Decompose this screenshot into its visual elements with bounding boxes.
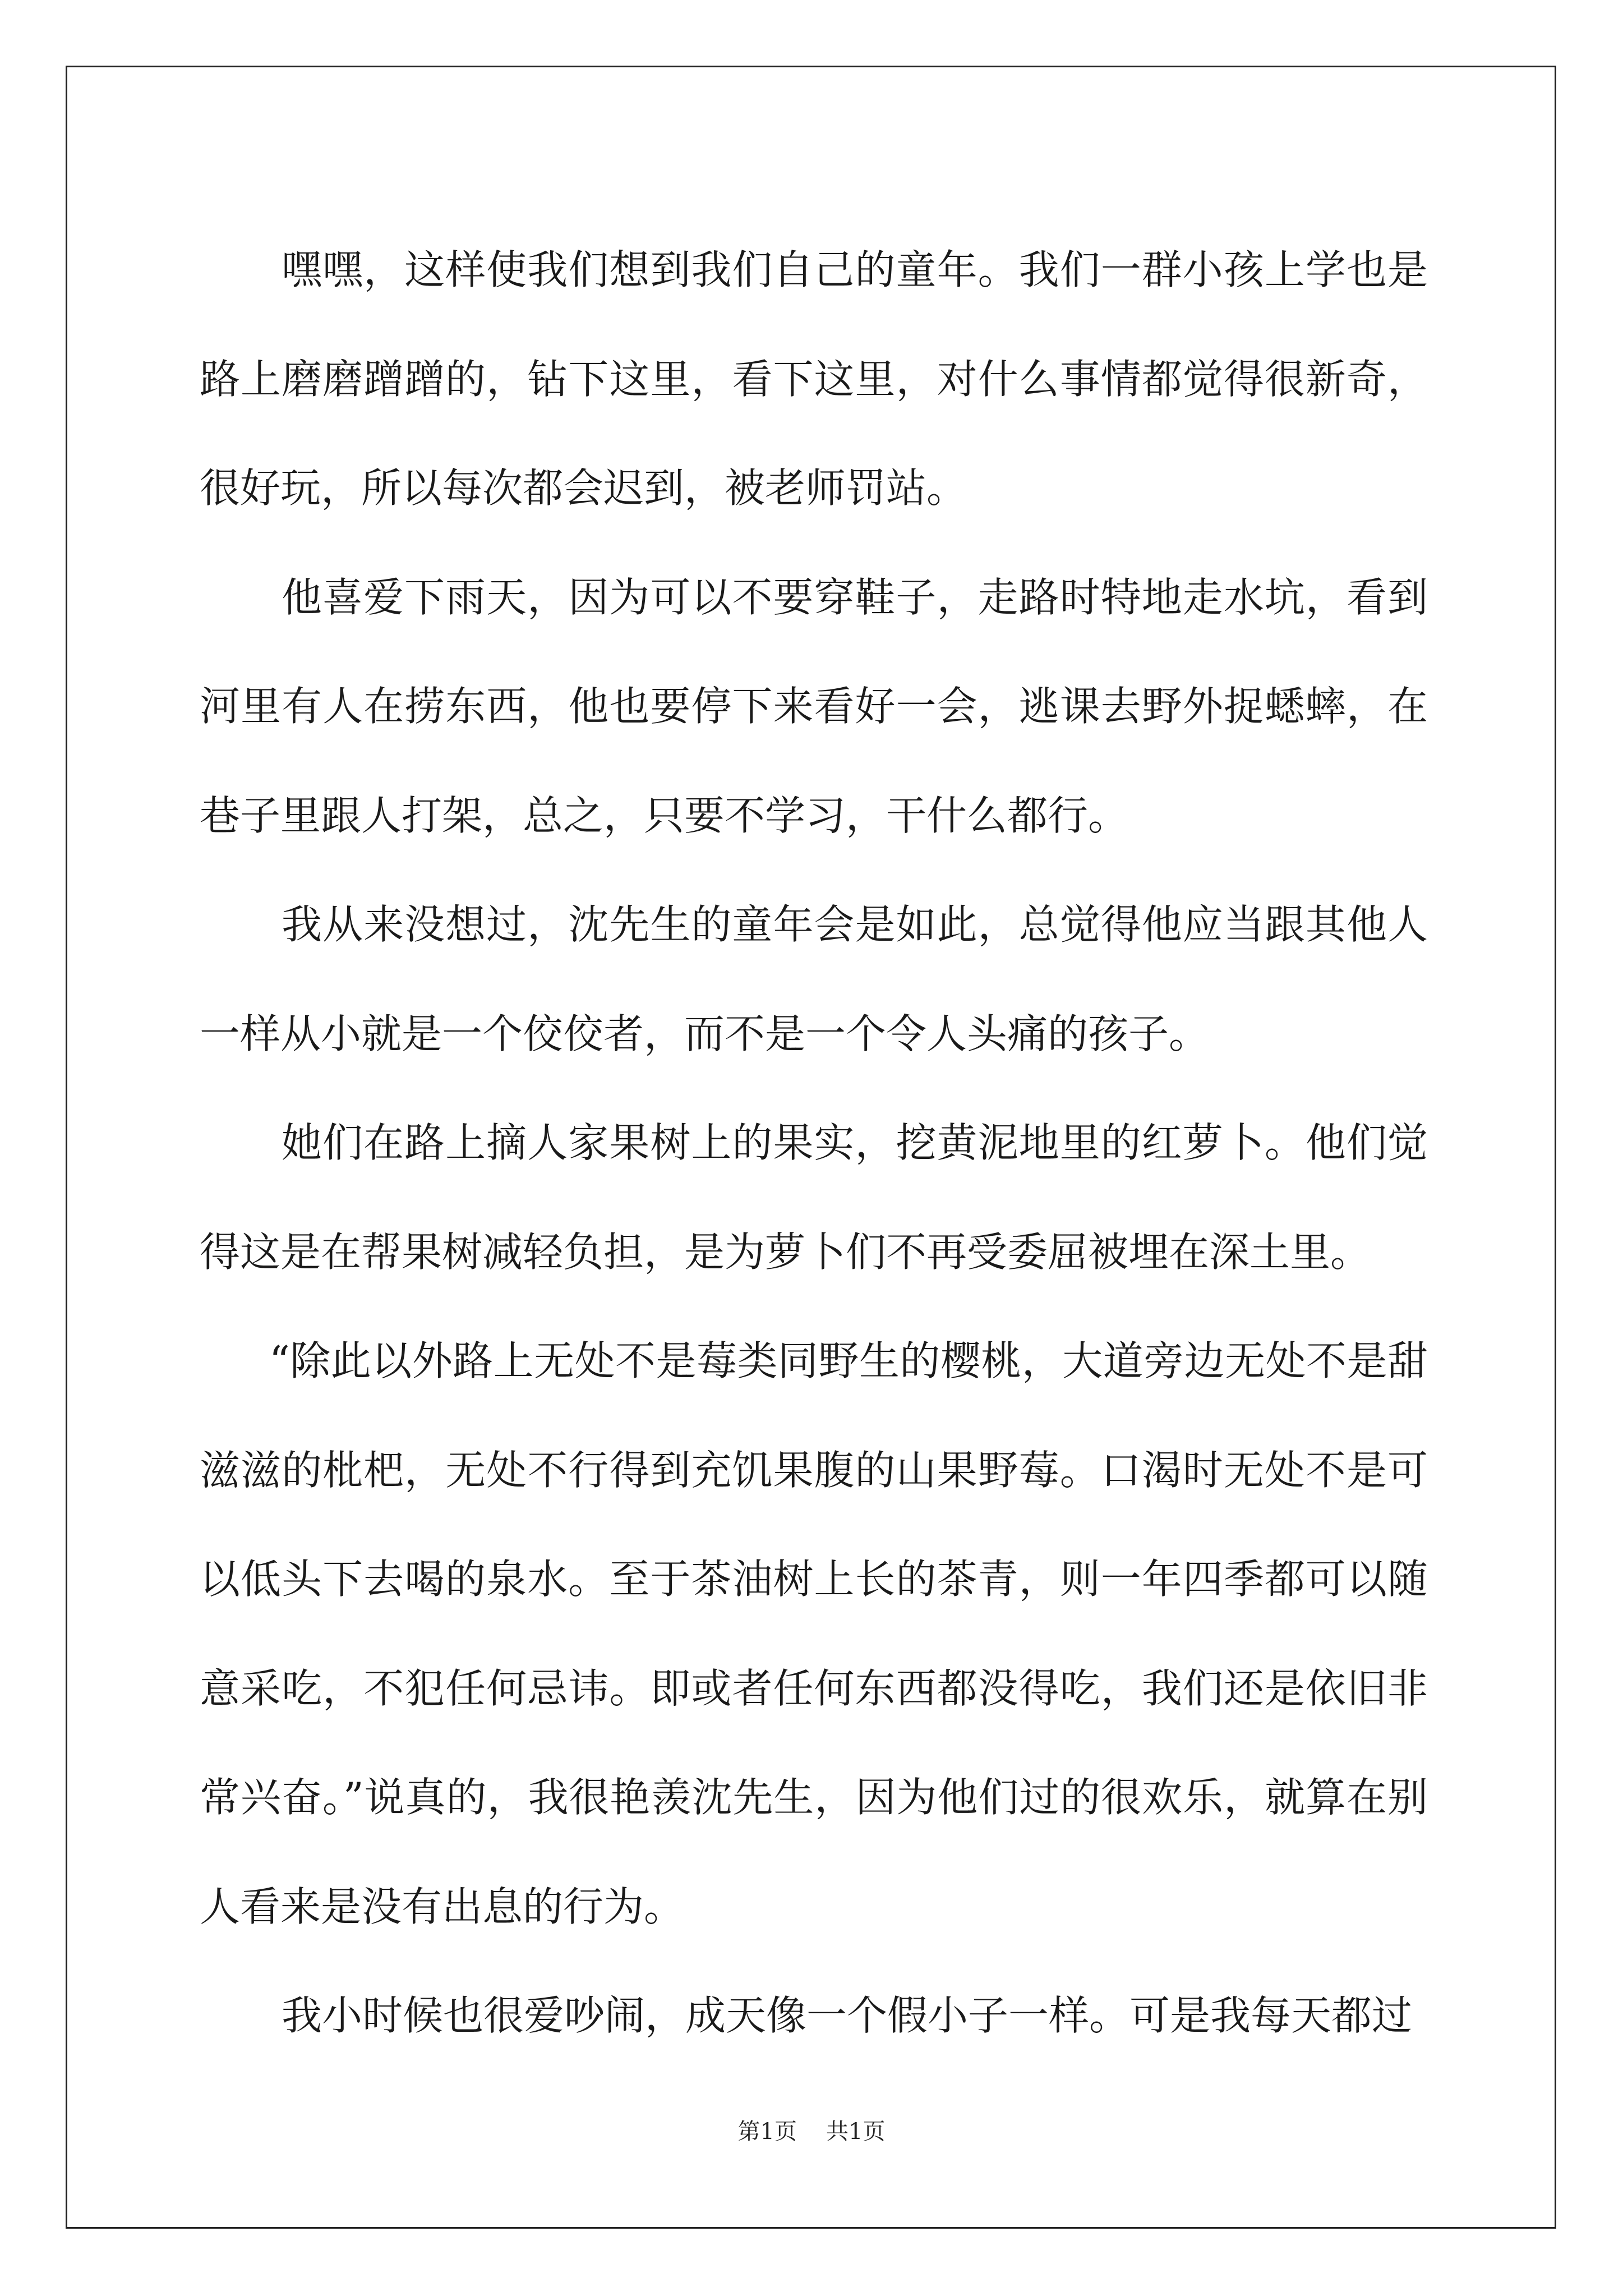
- page-footer: [0, 2117, 1623, 2146]
- document-body: [200, 215, 1428, 2070]
- paragraph-1: 嘿嘿，这样使我们想到我们自己的童年。我们一群小孩上学也是路上磨磨蹭蹭的，钻下这里，看下这里，对什么事情都觉得很新奇，很好玩，所以每次都会迟到，被老师罚站。: [200, 246, 1428, 512]
- paragraph-5: “除此以外路上无处不是莓类同野生的樱桃，大道旁边无处不是甜滋滋的枇杷，无处不行得到充饥果腹的山果野莓。口渴时无处不是可以低头下去喝的泉水。至于茶油树上长的茶青，则一年四季都可以随意采吃，不犯任何忌讳。即或者任何东西都没得吃，我们还是依旧非常兴奋。”说真的，我很艳羡沈先生，因为他们过的很欢乐，就算在别人看来是没有出息的行为。: [200, 1337, 1428, 1930]
- page-number: 第1页: [737, 2119, 797, 2145]
- paragraph-2: 他喜爱下雨天，因为可以不要穿鞋子，走路时特地走水坑，看到河里有人在捞东西，他也要停下来看好一会，逃课去野外捉蟋蟀，在巷子里跟人打架，总之，只要不学习，干什么都行。: [200, 573, 1428, 839]
- paragraph-6: 我小时候也很爱吵闹，成天像一个假小子一样。可是我每天都过: [282, 1992, 1413, 2039]
- page-total: 共1页: [826, 2119, 886, 2145]
- paragraph-3: 我从来没想过，沈先生的童年会是如此，总觉得他应当跟其他人一样从小就是一个佼佼者，而不是一个令人头痛的孩子。: [200, 901, 1428, 1057]
- paragraph-4: 她们在路上摘人家果树上的果实，挖黄泥地里的红萝卜。他们觉得这是在帮果树减轻负担，是为萝卜们不再受委屈被埋在深土里。: [200, 1119, 1428, 1276]
